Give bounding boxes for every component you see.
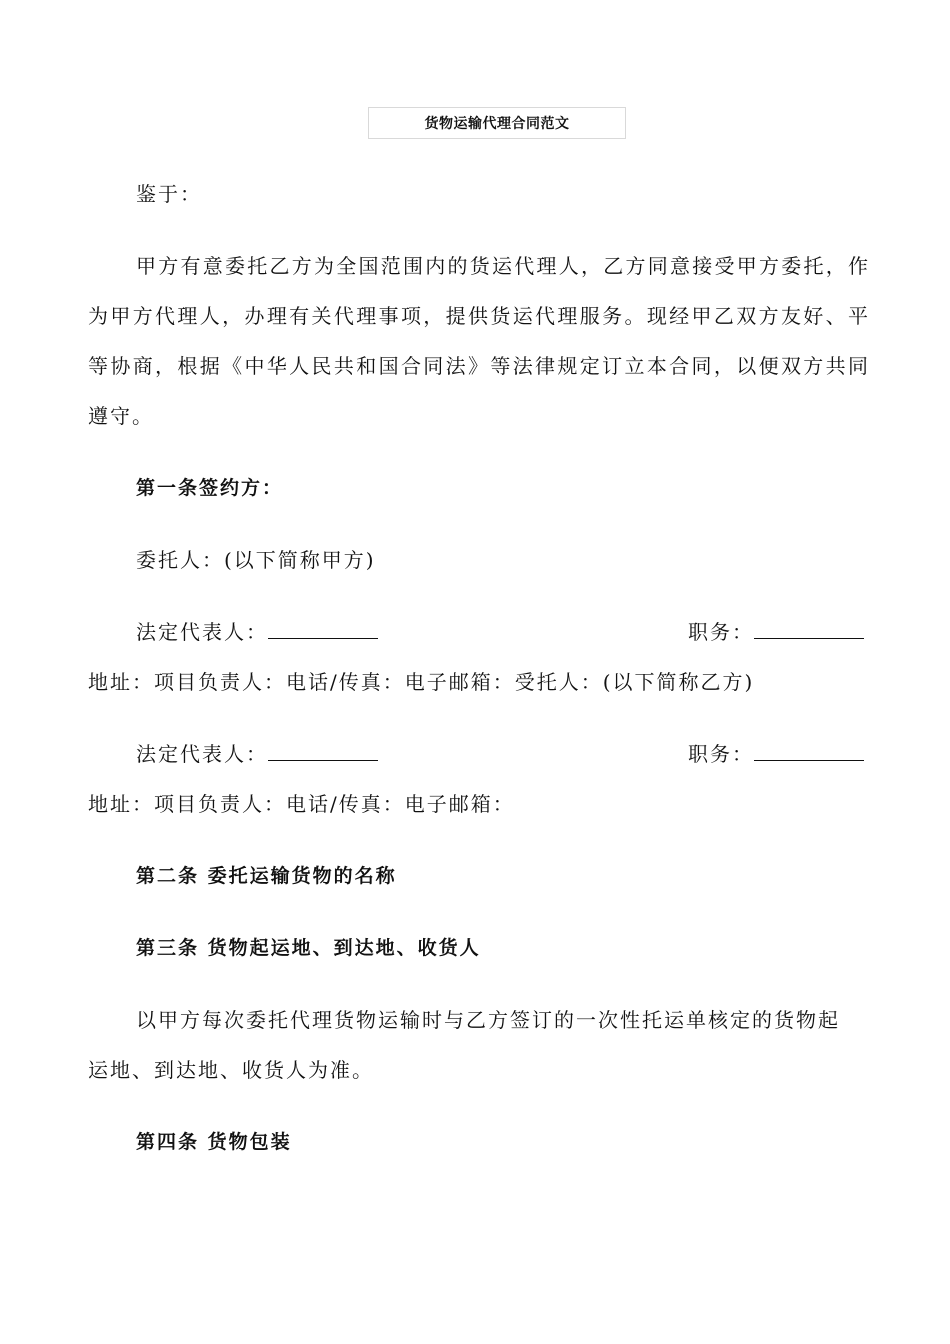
contact-line-2: 地址：项目负责人：电话/传真：电子邮箱： (88, 792, 515, 816)
position-field-1 (688, 620, 864, 644)
signatory-row-2 (88, 742, 864, 766)
article-3-heading: 第三条 货物起运地、到达地、收货人 (136, 937, 481, 959)
preamble-line-4: 遵守。 (88, 404, 154, 428)
legal-rep-field-2 (136, 742, 378, 766)
article-1-heading: 第一条签约方： (136, 477, 284, 499)
legal-rep-label-2: 法定代表人： (136, 742, 268, 766)
position-label-1: 职务： (688, 620, 754, 644)
position-field-2 (688, 742, 864, 766)
legal-rep-label-1: 法定代表人： (136, 620, 268, 644)
principal-line: 委托人：(以下简称甲方) (136, 548, 376, 572)
contact-line-1: 地址：项目负责人：电话/传真：电子邮箱：受托人：(以下简称乙方) (88, 670, 755, 694)
article-3-body-line-2: 运地、到达地、收货人为准。 (88, 1058, 374, 1082)
position-label-2: 职务： (688, 742, 754, 766)
preamble-line-1: 甲方有意委托乙方为全国范围内的货运代理人，乙方同意接受甲方委托，作 (136, 254, 870, 278)
position-blank-2 (754, 742, 864, 761)
document-title: 货物运输代理合同范文 (368, 107, 626, 139)
article-2-heading: 第二条 委托运输货物的名称 (136, 865, 397, 887)
legal-rep-blank-2 (268, 742, 378, 761)
legal-rep-field-1 (136, 620, 378, 644)
preamble-label: 鉴于： (136, 182, 202, 206)
preamble-line-2: 为甲方代理人，办理有关代理事项，提供货运代理服务。现经甲乙双方友好、平 (88, 304, 870, 328)
article-4-heading: 第四条 货物包装 (136, 1131, 292, 1153)
preamble-line-3: 等协商，根据《中华人民共和国合同法》等法律规定订立本合同，以便双方共同 (88, 354, 870, 378)
position-blank-1 (754, 620, 864, 639)
article-3-body-line-1: 以甲方每次委托代理货物运输时与乙方签订的一次性托运单核定的货物起 (136, 1008, 840, 1032)
legal-rep-blank-1 (268, 620, 378, 639)
signatory-row-1 (88, 620, 864, 644)
